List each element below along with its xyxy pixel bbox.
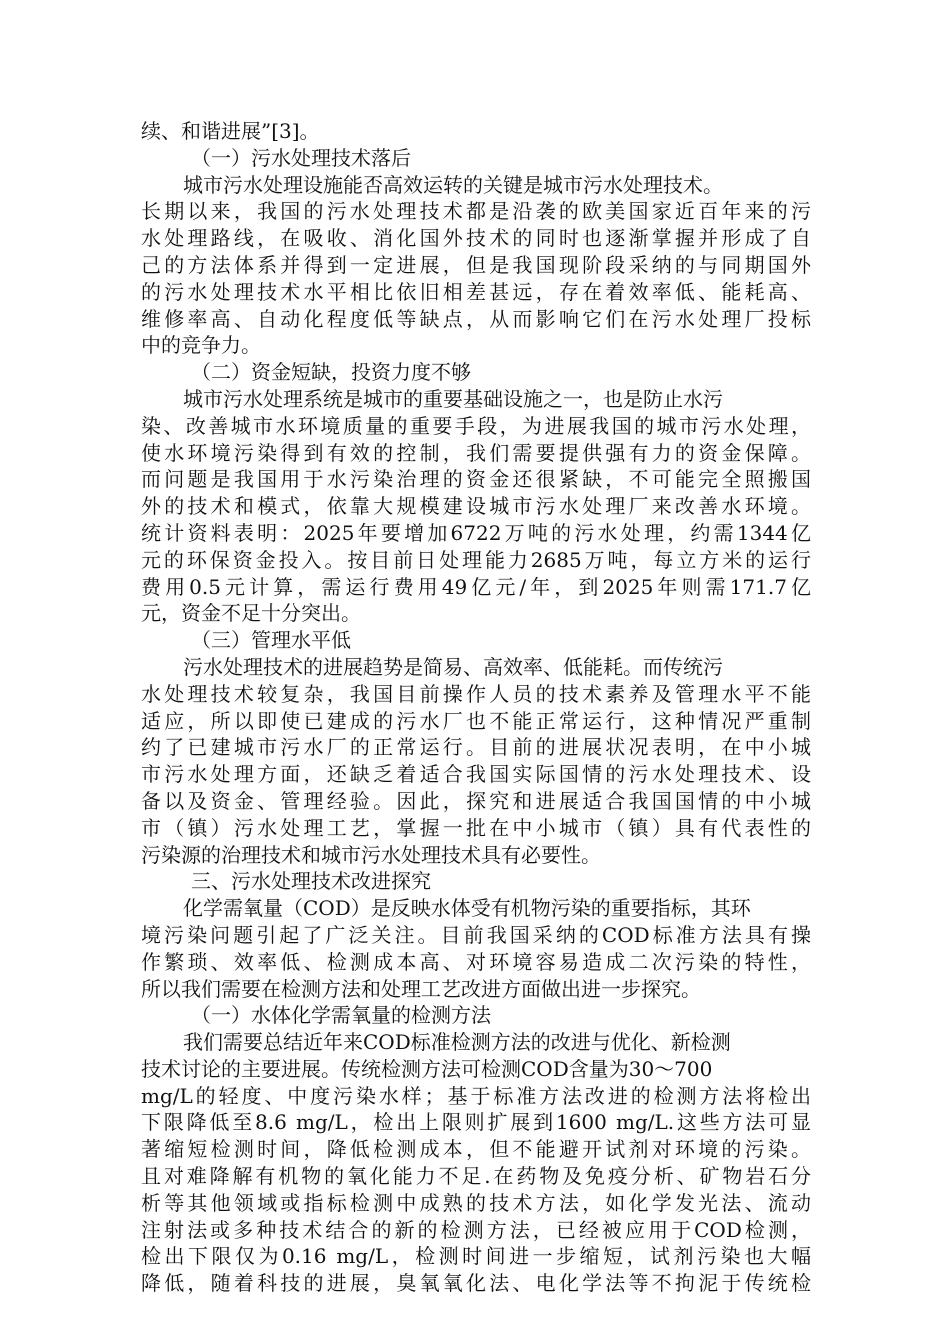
text-line: 水处理路线，在吸收、消化国外技术的同时也逐渐掌握并形成了自 [141,226,811,251]
text-line: 使水环境污染得到有效的控制，我们需要提供强有力的资金保障。 [141,440,811,465]
section-heading: （一）水体化学需氧量的检测方法 [191,1003,491,1028]
text-line: 元的环保资金投入。按目前日处理能力2685万吨，每立方米的运行 [141,547,811,572]
document-page [141,118,811,1297]
text-line: 的污水处理技术水平相比依旧相差甚远，存在着效率低、能耗高、 [141,279,811,304]
text-line: 著缩短检测时间，降低检测成本，但不能避开试剂对环境的污染。 [141,1137,811,1162]
text-line: 中的竞争力。 [141,333,261,358]
text-line: 备以及资金、管理经验。因此，探究和进展适合我国国情的中小城 [141,788,811,813]
text-line: 析等其他领域或指标检测中成熟的技术方法，如化学发光法、流动 [141,1190,811,1215]
text-line: 市污水处理方面，还缺乏着适合我国实际国情的污水处理技术、设 [141,762,811,787]
text-line: 费用0.5元计算，需运行费用49亿元/年，到2025年则需171.7亿 [141,574,811,599]
text-line: 适应，所以即使已建成的污水厂也不能正常运行，这种情况严重制 [141,708,811,733]
text-line: mg/L的轻度、中度污染水样；基于标准方法改进的检测方法将检出 [141,1083,811,1108]
text-line: 下限降低至8.6 mg/L，检出上限则扩展到1600 mg/L.这些方法可显 [141,1110,811,1135]
section-heading: （一）污水处理技术落后 [191,145,411,170]
text-line: 市（镇）污水处理工艺，掌握一批在中小城市（镇）具有代表性的 [141,815,811,840]
text-line: 注射法或多种技术结合的新的检测方法，已经被应用于COD检测， [141,1217,811,1242]
section-heading: 三、污水处理技术改进探究 [191,869,431,894]
text-line: 我们需要总结近年来COD标准检测方法的改进与优化、新检测 [183,1030,731,1055]
text-line: 污染源的治理技术和城市污水处理技术具有必要性。 [141,842,601,867]
text-line: 降低，随着科技的进展，臭氧氧化法、电化学法等不拘泥于传统检 [141,1271,811,1296]
text-line: 技术讨论的主要进展。传统检测方法可检测COD含量为30～700 [141,1056,713,1081]
text-line: 而问题是我国用于水污染治理的资金还很紧缺，不可能完全照搬国 [141,467,811,492]
text-line: 己的方法体系并得到一定进展，但是我国现阶段采纳的与同期国外 [141,252,811,277]
text-line: 检出下限仅为0.16 mg/L，检测时间进一步缩短，试剂污染也大幅 [141,1244,811,1269]
text-line: 化学需氧量（COD）是反映水体受有机物污染的重要指标，其环 [183,896,751,921]
text-line: 所以我们需要在检测方法和处理工艺改进方面做出进一步探究。 [141,976,701,1001]
text-line: 水处理技术较复杂，我国目前操作人员的技术素养及管理水平不能 [141,681,811,706]
text-line: 染、改善城市水环境质量的重要手段，为进展我国的城市污水处理， [141,413,811,438]
text-line: 城市污水处理系统是城市的重要基础设施之一，也是防止水污 [183,386,723,411]
text-line: 城市污水处理设施能否高效运转的关键是城市污水处理技术。 [183,172,723,197]
section-heading: （三）管理水平低 [191,628,351,653]
text-line: 外的技术和模式，依靠大规模建设城市污水处理厂来改善水环境。 [141,494,811,519]
text-line: 续、和谐进展”[3]。 [141,119,320,143]
text-line: 长期以来，我国的污水处理技术都是沿袭的欧美国家近百年来的污 [141,199,811,224]
text-line: 境污染问题引起了广泛关注。目前我国采纳的COD标准方法具有操 [141,922,811,947]
text-line: 约了已建城市污水厂的正常运行。目前的进展状况表明，在中小城 [141,735,811,760]
text-line: 作繁琐、效率低、检测成本高、对环境容易造成二次污染的特性， [141,949,811,974]
text-line: 元，资金不足十分突出。 [141,601,361,626]
text-line: 且对难降解有机物的氧化能力不足.在药物及免疫分析、矿物岩石分 [141,1164,811,1189]
text-line: 维修率高、自动化程度低等缺点，从而影响它们在污水处理厂投标 [141,306,811,331]
text-line: 统计资料表明：2025年要增加6722万吨的污水处理，约需1344亿 [141,520,811,545]
section-heading: （二）资金短缺，投资力度不够 [191,360,471,385]
text-line: 污水处理技术的进展趋势是简易、高效率、低能耗。而传统污 [183,654,723,679]
